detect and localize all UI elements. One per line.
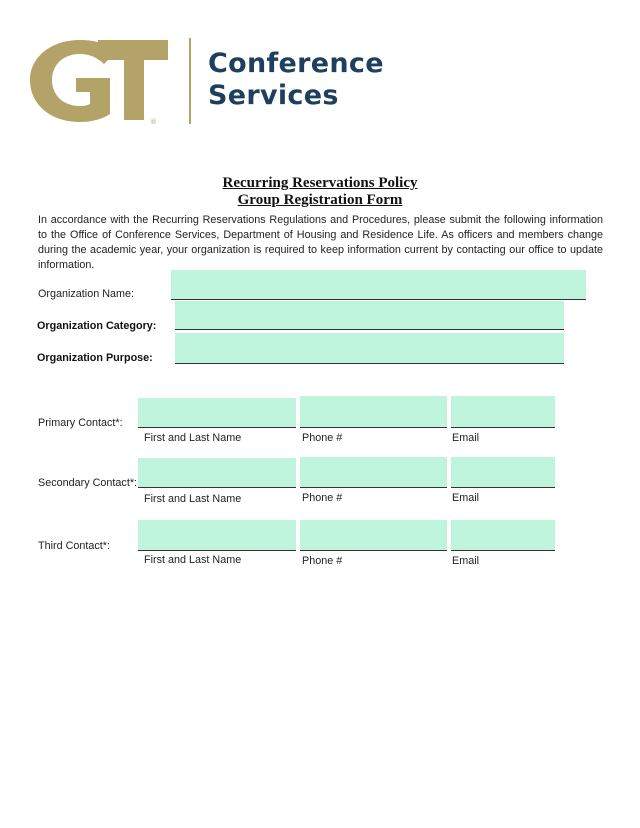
- gt-logo: [28, 34, 168, 126]
- logo-divider: [189, 38, 191, 124]
- svg-text:®: ®: [150, 118, 157, 126]
- logo-line1: Conference: [208, 48, 384, 79]
- secondary-contact-label: Secondary Contact*:: [38, 477, 138, 489]
- intro-paragraph: In accordance with the Recurring Reservations Regulations and Procedures, please submit the following information to the Office of Conference Services, Department of Housing and Residence Life. As officers and members change during the academic year, your organization is required to keep information current by contacting our office to update information.: [38, 214, 603, 271]
- third-name-caption: First and Last Name: [144, 554, 242, 566]
- org-name-label: Organization Name:: [38, 288, 135, 300]
- secondary-email-caption: Email: [452, 492, 479, 504]
- primary-email-input[interactable]: [451, 396, 555, 428]
- org-category-input[interactable]: [175, 301, 564, 330]
- primary-phone-caption: Phone #: [302, 432, 343, 444]
- org-category-label: Organization Category:: [37, 320, 157, 332]
- secondary-name-caption: First and Last Name: [144, 493, 242, 505]
- secondary-phone-input[interactable]: [300, 457, 447, 488]
- form-title-policy: Recurring Reservations Policy: [222, 175, 418, 191]
- org-name-input[interactable]: [171, 270, 586, 300]
- primary-name-caption: First and Last Name: [144, 432, 242, 444]
- primary-contact-label: Primary Contact*:: [38, 417, 123, 429]
- org-purpose-input[interactable]: [175, 333, 564, 364]
- third-contact-label: Third Contact*:: [38, 540, 111, 552]
- logo-wordmark: [208, 48, 384, 112]
- primary-phone-input[interactable]: [300, 396, 447, 428]
- secondary-email-input[interactable]: [451, 457, 555, 488]
- secondary-phone-caption: Phone #: [302, 492, 343, 504]
- logo-line2: Services: [208, 80, 339, 111]
- third-phone-caption: Phone #: [302, 555, 343, 567]
- third-email-input[interactable]: [451, 520, 555, 551]
- form-title-registration: Group Registration Form: [237, 192, 403, 208]
- primary-name-input[interactable]: [138, 398, 296, 428]
- org-purpose-label: Organization Purpose:: [37, 352, 153, 364]
- secondary-name-input[interactable]: [138, 458, 296, 488]
- third-email-caption: Email: [452, 555, 479, 567]
- primary-email-caption: Email: [452, 432, 479, 444]
- third-name-input[interactable]: [138, 520, 296, 551]
- third-phone-input[interactable]: [300, 520, 447, 551]
